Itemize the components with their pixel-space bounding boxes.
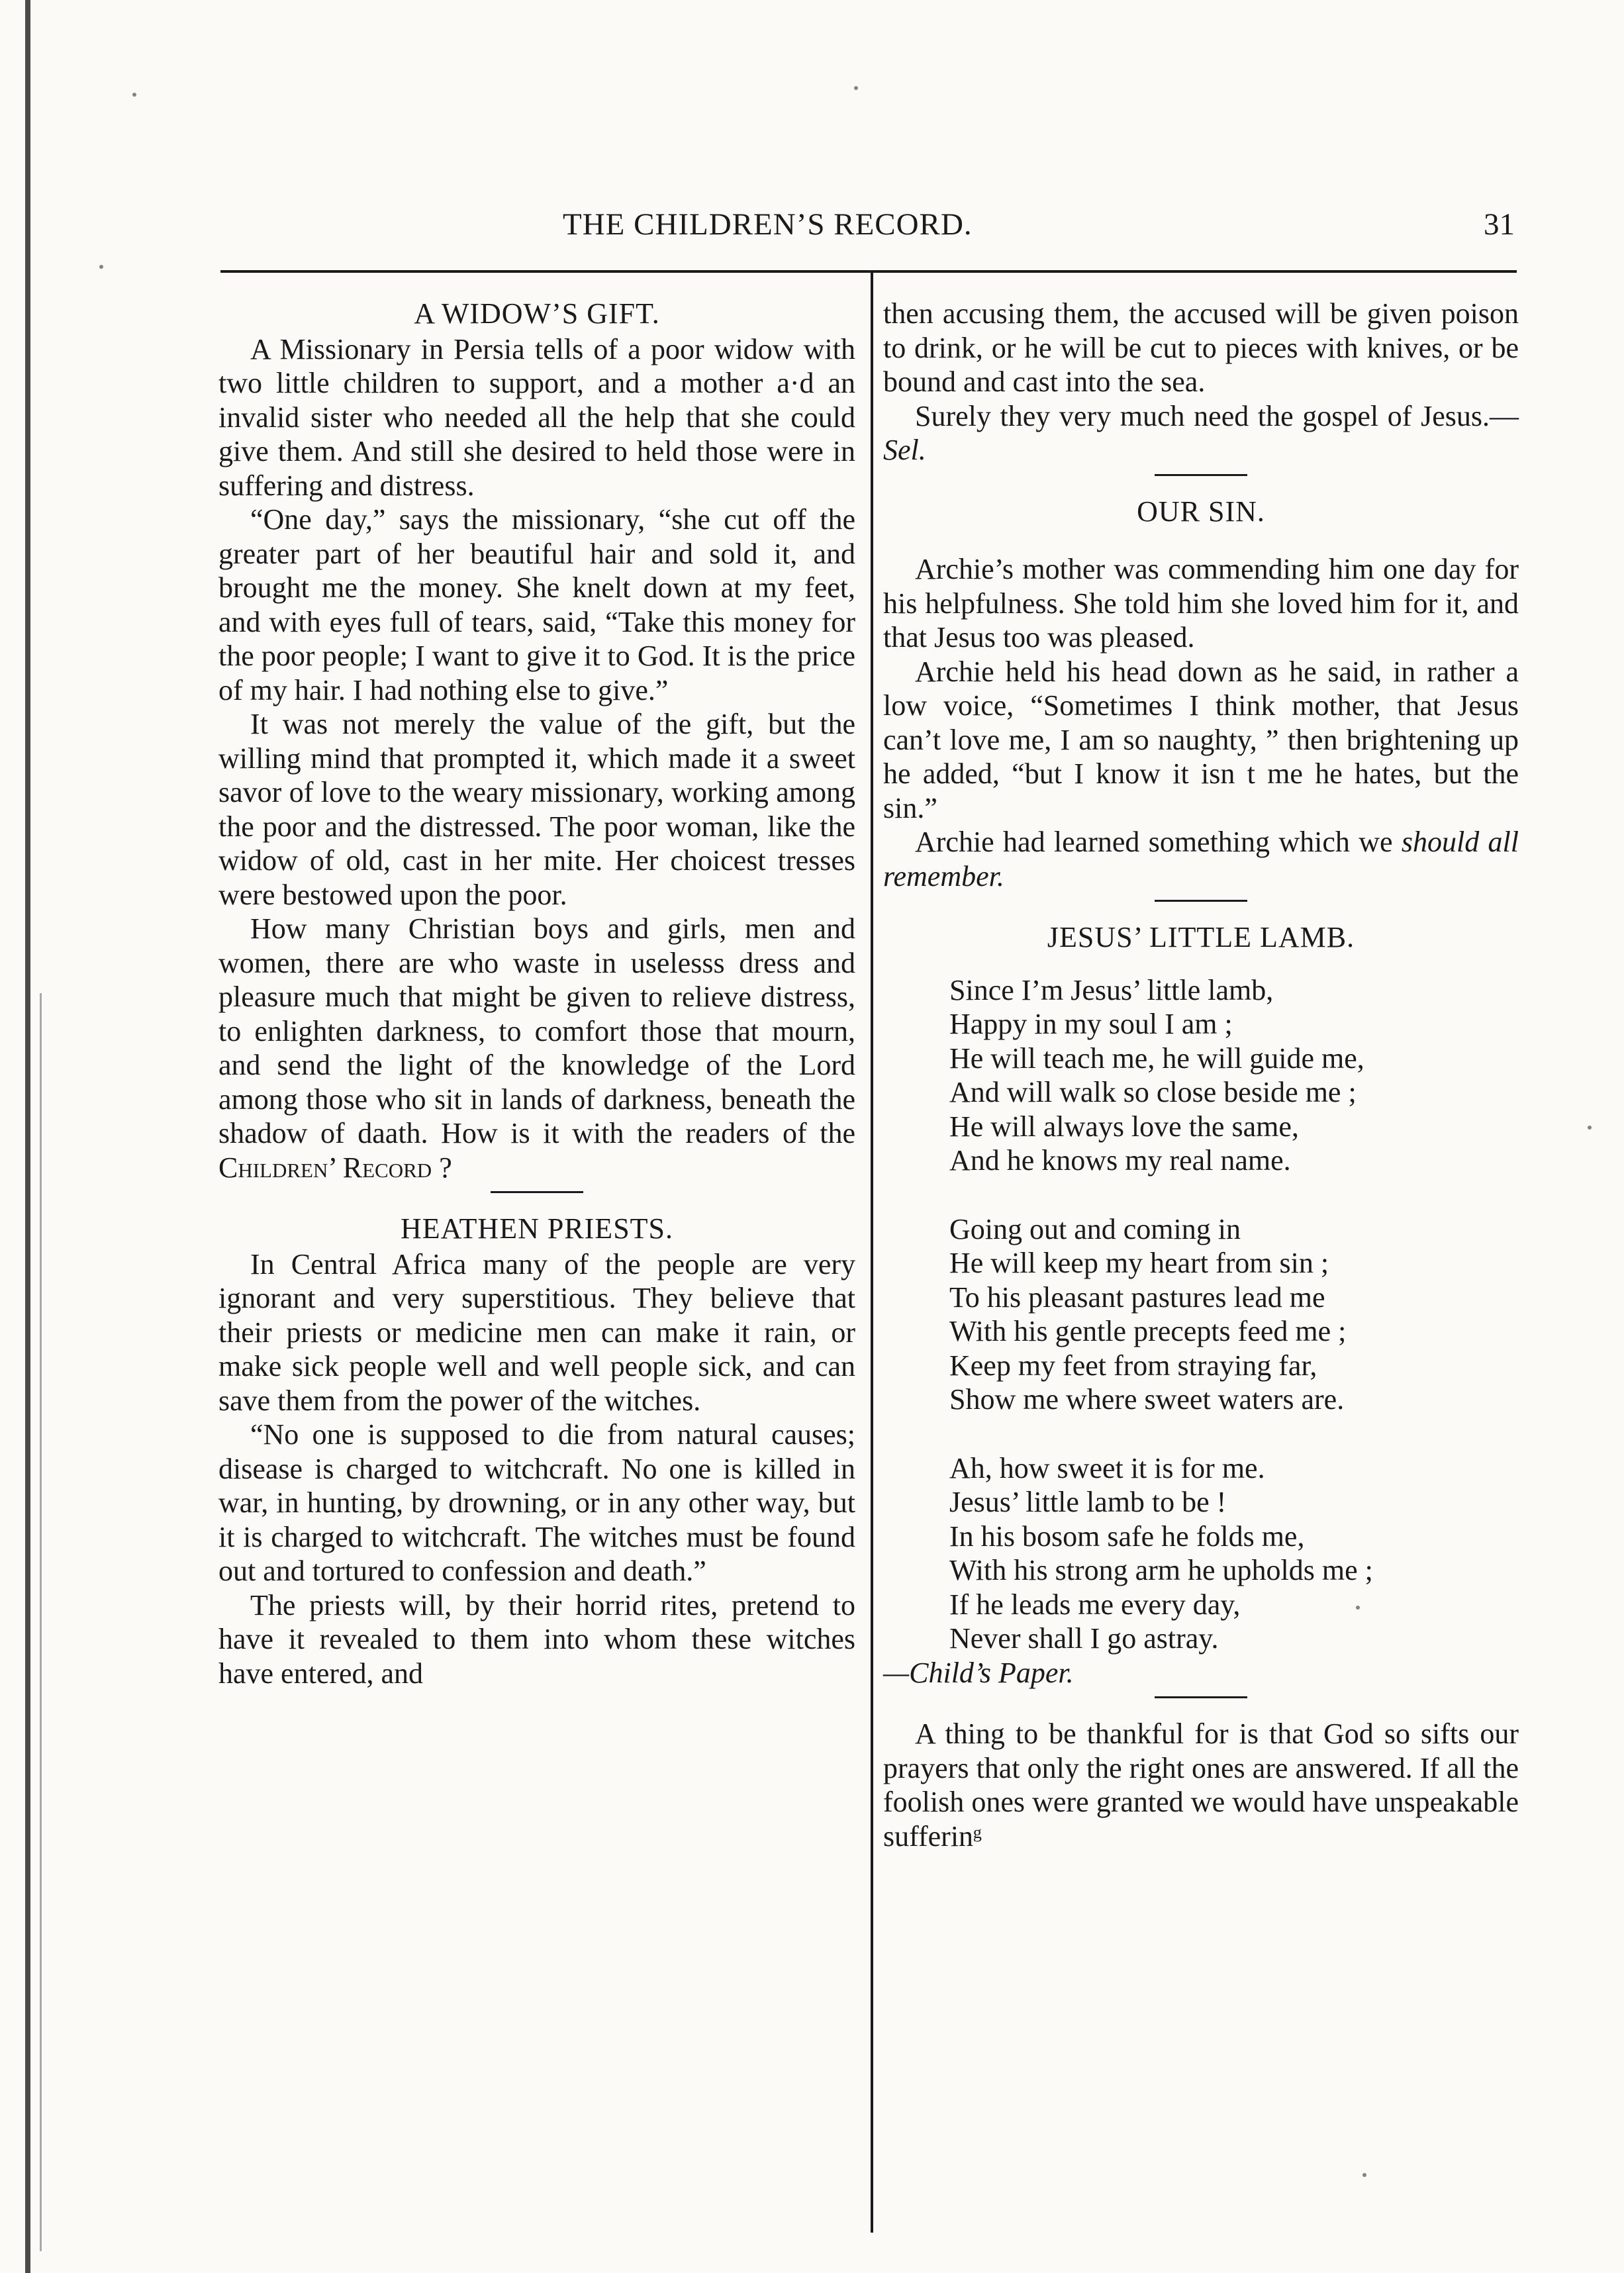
article-title-widows-gift: A WIDOW’S GIFT.: [414, 297, 660, 330]
poem-line: To his pleasant pastures lead me: [949, 1281, 1325, 1314]
ink-speck: [132, 93, 136, 97]
poem-stanza: [949, 1451, 1519, 1656]
poem-line: If he leads me every day,: [949, 1588, 1241, 1621]
ink-speck: [1362, 2173, 1366, 2177]
article-paragraph: “One day,” says the missionary, “she cut off the greater part of her beautiful hair and sold it, and brought me the money. She knelt down at my feet, and with eyes full of tears, said, “Take this money for the poor people; I want to give it to God. It is the price of my hair. I had nothing else to give.”: [218, 503, 855, 706]
poem-line: Going out and coming in: [949, 1212, 1241, 1245]
section-separator: [1155, 474, 1247, 476]
running-header: THE CHILDREN’S RECORD.: [563, 207, 973, 242]
article-paragraph: The priests will, by their horrid rites, pretend to have it revealed to them into whom these witches have entered, and: [218, 1588, 855, 1690]
poem-line: Happy in my soul I am ;: [949, 1008, 1233, 1040]
left-column: [218, 297, 855, 1690]
right-column: [883, 297, 1519, 1853]
article-paragraph: “No one is supposed to die from natural causes; disease is charged to witchcraft. No one is killed in war, in hunting, by drowning, or in any other way, but it is charged to witchcraft. The witches must be found out and tortured to confession and death.”: [218, 1418, 855, 1587]
article-title-jesus-little-lamb: JESUS’ LITTLE LAMB.: [1047, 921, 1355, 953]
article-paragraph-continued: then accusing them, the accused will be given poison to drink, or he will be cut to pieces with knives, or be bound and cast into the sea.: [883, 297, 1519, 398]
poem-line: He will keep my heart from sin ;: [949, 1247, 1329, 1279]
article-paragraph: A Missionary in Persia tells of a poor widow with two little children to support, and a mother a·d an invalid sister who needed all the help that she could give them. And still she desired to held those were in suffering and distress.: [218, 332, 855, 502]
poem-line: He will always love the same,: [949, 1110, 1299, 1143]
poem-line: And will walk so close beside me ;: [949, 1076, 1357, 1108]
ink-speck: [99, 265, 103, 269]
poem-line: Jesus’ little lamb to be !: [949, 1486, 1227, 1518]
poem-line: With his gentle precepts feed me ;: [949, 1315, 1347, 1347]
paragraph-text: Archie had learned something which we: [915, 826, 1402, 858]
binding-shadow: [40, 993, 42, 2251]
poem-line: He will teach me, he will guide me,: [949, 1041, 1364, 1075]
ink-speck: [854, 86, 858, 90]
article-paragraph: In Central Africa many of the people are very ignorant and very superstitious. They believe that their priests or medicine men can make it rain, or make sick people well and well people sick, and can save them from the power of the witches.: [218, 1247, 855, 1417]
header-rule: [220, 270, 1517, 273]
binding-edge: [25, 0, 30, 2273]
poem-stanza: [949, 973, 1519, 1178]
poem-line: Ah, how sweet it is for me.: [949, 1451, 1265, 1484]
poem-stanza: [949, 1212, 1519, 1417]
page-number: 31: [1484, 207, 1515, 242]
poem: [883, 973, 1519, 1656]
poem-line: Keep my feet from straying far,: [949, 1349, 1317, 1382]
paragraph-punctuation: ?: [432, 1151, 452, 1184]
closing-paragraph: A thing to be thankful for is that God so sifts our prayers that only the right ones are answered. If all the foolish ones were granted we would have unspeakable sufferinᵍ: [883, 1717, 1519, 1853]
article-paragraph: Archie’s mother was commending him one day for his helpfulness. She told him she loved him for it, and that Jesus too was pleased.: [883, 553, 1519, 653]
ink-speck: [1588, 1126, 1592, 1130]
article-title-our-sin: OUR SIN.: [1137, 495, 1265, 528]
article-paragraph: It was not merely the value of the gift, but the willing mind that prompted it, which made it a sweet savor of love to the weary missionary, working among the poor and the distressed. The poor woman, like the widow of old, cast in her mite. Her choicest tresses were bestowed upon the poor.: [218, 708, 855, 911]
paragraph-italic-text: should all remember.: [883, 826, 1519, 893]
column-divider: [871, 273, 873, 2233]
poem-line: Show me where sweet waters are.: [949, 1383, 1345, 1416]
paragraph-text: Surely they very much need the gospel of Jesus.—: [915, 399, 1519, 432]
poem-line: Never shall I go astray.: [949, 1622, 1219, 1655]
poem-line: Since I’m Jesus’ little lamb,: [949, 973, 1274, 1006]
article-paragraph: [218, 912, 855, 1185]
poem-line: And he knows my real name.: [949, 1144, 1291, 1177]
paragraph-text: How many Christian boys and girls, men and women, there are who waste in uselesss dress and pleasure much that might be given to relieve distress, to enlighten darkness, to comfort those that mourn, and send the light of the knowledge of the Lord among those who sit in lands of darkness, beneath the shadow of daath. How is it with the readers of the: [218, 912, 855, 1149]
article-paragraph: Archie held his head down as he said, in rather a low voice, “Sometimes I think mother, that Jesus can’t love me, I am so naughty, ” then brightening up he added, “but I know it isn t me he hates, but the sin.”: [883, 655, 1519, 824]
poem-line: With his strong arm he upholds me ;: [949, 1554, 1373, 1586]
article-title-heathen-priests: HEATHEN PRIESTS.: [400, 1212, 674, 1245]
article-paragraph: [883, 399, 1519, 467]
section-separator: [1155, 900, 1247, 902]
poem-line: In his bosom safe he folds me,: [949, 1520, 1305, 1553]
periodical-name: Children’ Record: [218, 1151, 432, 1184]
section-separator: [1155, 1696, 1247, 1698]
article-paragraph: [883, 825, 1519, 893]
poem-credit: —Child’s Paper.: [883, 1656, 1074, 1689]
source-credit: Sel.: [883, 434, 926, 466]
section-separator: [491, 1191, 583, 1193]
